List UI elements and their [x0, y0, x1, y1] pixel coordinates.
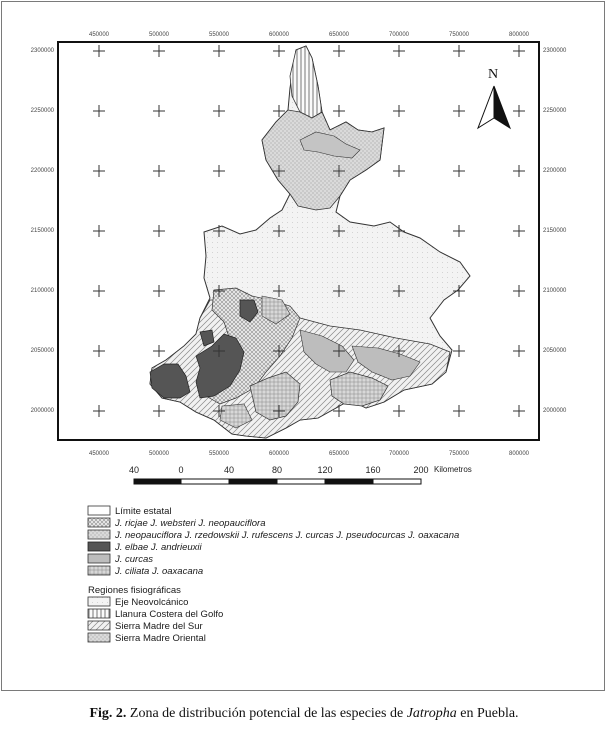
scale-label: 40	[128, 465, 140, 475]
x-tick-top: 600000	[268, 32, 290, 38]
legend-label-species: J. elbae J. andrieuxii	[115, 542, 202, 553]
caption-label: Fig. 2.	[89, 706, 127, 721]
legend-swatch	[88, 542, 110, 551]
x-tick-bottom: 650000	[328, 451, 350, 457]
scale-label: 80	[271, 465, 283, 475]
scale-bar	[129, 465, 472, 484]
legend-label-species: J. curcas	[115, 554, 154, 565]
scale-label: 40	[223, 465, 235, 475]
x-tick-bottom: 800000	[508, 451, 530, 457]
y-axis-right	[543, 48, 567, 414]
y-axis-left	[31, 48, 55, 414]
north-label: N	[487, 67, 499, 82]
y-tick-right: 2250000	[543, 108, 567, 114]
y-tick-left: 2300000	[30, 48, 54, 54]
y-tick-right: 2150000	[543, 228, 567, 234]
y-tick-right: 2200000	[543, 168, 567, 174]
legend-swatch	[88, 530, 110, 539]
x-tick-bottom: 750000	[448, 451, 470, 457]
y-tick-right: 2000000	[543, 408, 567, 414]
legend-label-region: Llanura Costera del Golfo	[115, 609, 224, 620]
x-tick-bottom: 450000	[88, 451, 110, 457]
legend	[88, 506, 459, 644]
legend-swatch	[88, 633, 110, 642]
legend-swatch	[88, 518, 110, 527]
x-tick-bottom: 550000	[208, 451, 230, 457]
caption-text-before: Zona de distribución potencial de las especies de	[126, 706, 407, 721]
y-tick-right: 2100000	[543, 288, 567, 294]
legend-swatch	[88, 621, 110, 630]
scale-label: 160	[365, 465, 381, 475]
legend-swatch	[88, 566, 110, 575]
scale-unit: Kilometros	[434, 465, 472, 474]
scale-label: 200	[413, 465, 429, 475]
scale-label: 120	[317, 465, 333, 475]
caption-text-after: en Puebla.	[456, 706, 519, 721]
legend-swatch	[88, 597, 110, 606]
legend-label-species: J. ricjae J. websteri J. neopauciflora	[115, 518, 266, 529]
legend-label-region: Sierra Madre del Sur	[115, 621, 203, 632]
y-tick-left: 2100000	[30, 288, 54, 294]
legend-label-region: Eje Neovolcánico	[115, 597, 189, 608]
x-tick-top: 650000	[328, 32, 350, 38]
scale-label: 0	[178, 465, 184, 475]
y-tick-right: 2300000	[543, 48, 567, 54]
caption-genus: Jatropha	[406, 706, 457, 721]
x-axis-top	[89, 32, 530, 38]
legend-label-region: Sierra Madre Oriental	[115, 633, 206, 644]
legend-regions-title: Regiones fisiográficas	[88, 585, 181, 596]
y-tick-left: 2000000	[30, 408, 54, 414]
x-tick-top: 500000	[148, 32, 170, 38]
y-tick-left: 2150000	[30, 228, 54, 234]
y-tick-left: 2200000	[30, 168, 54, 174]
x-tick-top: 700000	[388, 32, 410, 38]
y-tick-left: 2050000	[30, 348, 54, 354]
legend-label-species: J. ciliata J. oaxacana	[115, 566, 204, 577]
legend-swatch	[88, 609, 110, 618]
x-tick-top: 450000	[88, 32, 110, 38]
legend-label-state-limit: Límite estatal	[115, 506, 172, 517]
x-tick-top: 800000	[508, 32, 530, 38]
legend-swatch	[88, 554, 110, 563]
legend-swatch-state-limit	[88, 506, 110, 515]
legend-label-species: J. neopauciflora J. rzedowskii J. rufescens J. curcas J. pseudocurcas J. oaxacana	[115, 530, 460, 541]
y-tick-right: 2050000	[543, 348, 567, 354]
figure-caption	[0, 706, 608, 722]
y-tick-left: 2250000	[30, 108, 54, 114]
x-tick-top: 750000	[448, 32, 470, 38]
x-tick-bottom: 700000	[388, 451, 410, 457]
x-tick-bottom: 600000	[268, 451, 290, 457]
x-tick-top: 550000	[208, 32, 230, 38]
x-axis-bottom	[89, 451, 530, 457]
x-tick-bottom: 500000	[148, 451, 170, 457]
